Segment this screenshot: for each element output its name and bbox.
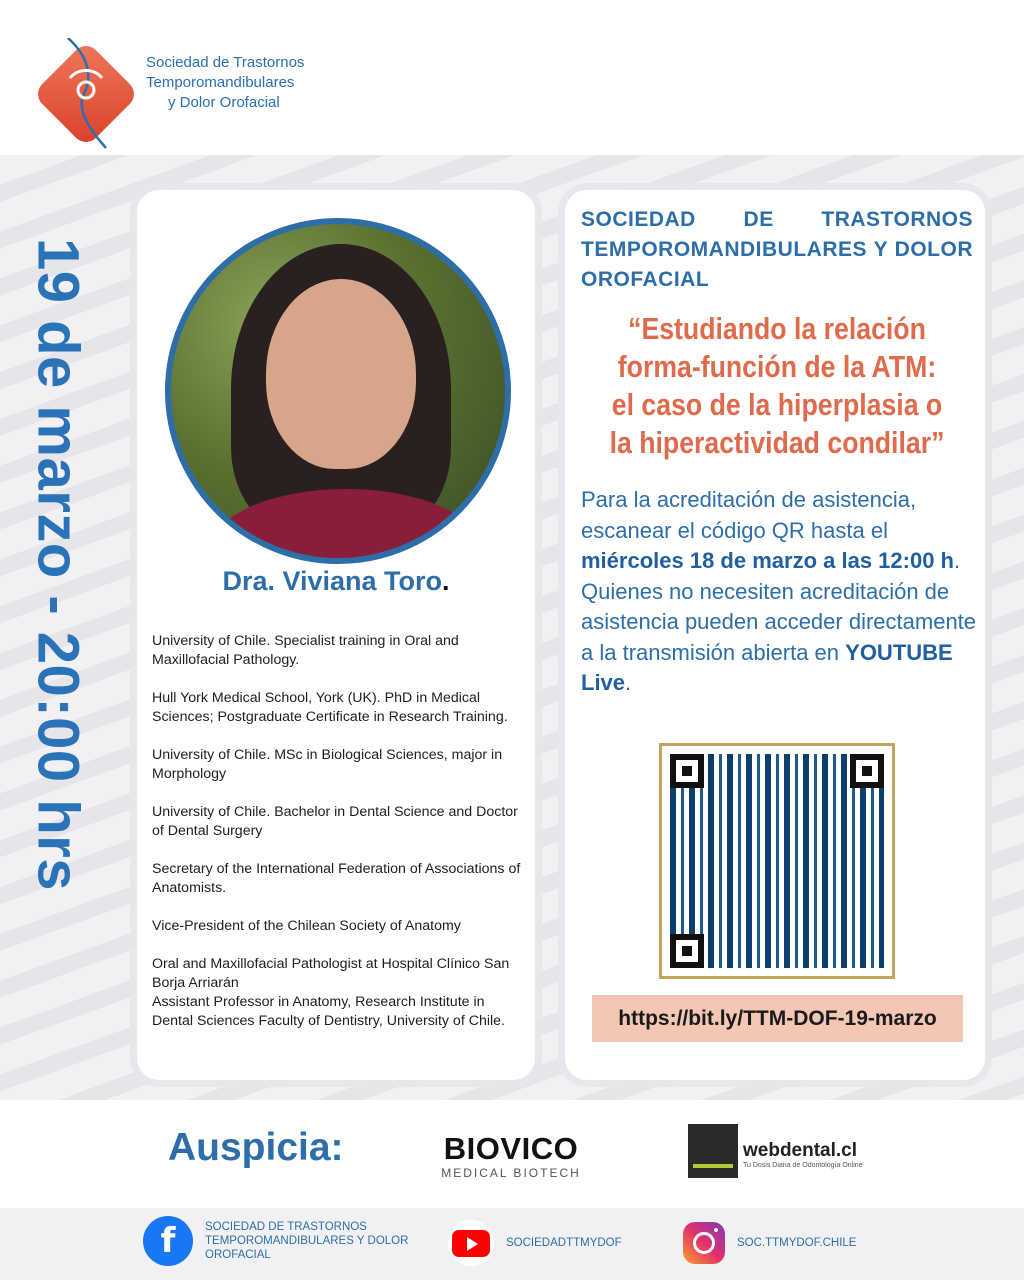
qr-code[interactable] [659, 743, 895, 979]
youtube-live-text: YOUTUBE Live [581, 639, 953, 695]
speaker-card [137, 190, 535, 1080]
webdental-name: webdental.cl [743, 1140, 858, 1161]
bio-item: University of Chile. Specialist training in Oral and Maxillofacial Pathology. [152, 633, 459, 668]
speaker-name-dot: . [442, 566, 450, 596]
sponsors-label: Auspicia: [168, 1126, 344, 1169]
webdental-logo-icon [688, 1124, 738, 1178]
bio-item: Secretary of the International Federation of Associations of Anatomists. [152, 861, 521, 896]
instagram-label: SOC.TTMYDOF.CHILE [737, 1237, 857, 1249]
facebook-icon: f [143, 1216, 193, 1266]
instagram-link[interactable] [683, 1222, 856, 1264]
biovico-tagline: MEDICAL BIOTECH [441, 1166, 581, 1180]
bio-item: University of Chile. Bachelor in Dental Science and Doctor of Dental Surgery [152, 804, 518, 839]
info-text: . Quienes no necesiten acreditación de asistencia pueden acceder directamente a la transmisión abierta en [581, 548, 977, 665]
info-text: . [625, 670, 632, 695]
instagram-icon [683, 1222, 725, 1264]
attendance-info [581, 485, 981, 699]
talk-title: “Estudiando la relación forma-función de la ATM: el caso de la hiperplasia o la hiperactividad condilar” [609, 311, 945, 460]
society-name-line2: Temporomandibulares [146, 74, 295, 91]
qr-finder-pattern [670, 934, 704, 968]
event-date-banner [8, 238, 108, 1028]
bio-item: Hull York Medical School, York (UK). PhD in Medical Sciences; Postgraduate Certificate in Research Training. [152, 690, 508, 725]
speaker-photo [165, 218, 511, 564]
biovico-logo [436, 1132, 586, 1180]
qr-finder-pattern [670, 754, 704, 788]
bio-item: Vice-President of the Chilean Society of Anatomy [152, 918, 461, 934]
speaker-bio [152, 632, 527, 1050]
speaker-name-text: Dra. Viviana Toro [222, 566, 443, 596]
webdental-logo [743, 1140, 863, 1169]
event-details-card [565, 190, 985, 1080]
deadline-text: miércoles 18 de marzo a las 12:00 h [581, 548, 954, 573]
biovico-name: BIOVICO [443, 1131, 579, 1166]
qr-code-pattern [670, 754, 884, 968]
society-name-line3: y Dolor Orofacial [168, 94, 280, 111]
bio-item: University of Chile. MSc in Biological Sciences, major in Morphology [152, 747, 503, 782]
info-text: Para la acreditación de asistencia, escanear el código QR hasta el [581, 487, 917, 543]
event-date-text: 19 de marzo - 20:00 hrs [25, 238, 91, 892]
registration-link[interactable]: https://bit.ly/TTM-DOF-19-marzo [592, 995, 963, 1042]
speaker-name [137, 566, 535, 597]
youtube-link[interactable] [448, 1220, 622, 1266]
society-name [146, 53, 346, 113]
bio-item: Assistant Professor in Anatomy, Research Institute in Dental Sciences Faculty of Dentistry, University of Chile. [152, 994, 505, 1029]
youtube-icon [448, 1220, 494, 1266]
organization-title: SOCIEDAD DE TRASTORNOS TEMPOROMANDIBULARES Y DOLOR OROFACIAL [581, 208, 973, 291]
society-logo-icon [30, 38, 142, 150]
facebook-link[interactable] [143, 1216, 415, 1266]
webdental-tagline: Tu Dosis Diaria de Odontología Online [743, 1162, 863, 1169]
youtube-label: SOCIEDADTTMYDOF [506, 1237, 622, 1249]
photo-face-shape [266, 279, 416, 469]
qr-finder-pattern [850, 754, 884, 788]
facebook-label: SOCIEDAD DE TRASTORNOS TEMPOROMANDIBULARES Y DOLOR OROFACIAL [205, 1221, 409, 1261]
society-name-line1: Sociedad de Trastornos [146, 54, 305, 71]
bio-item: Oral and Maxillofacial Pathologist at Hospital Clínico San Borja Arriarán [152, 956, 510, 991]
